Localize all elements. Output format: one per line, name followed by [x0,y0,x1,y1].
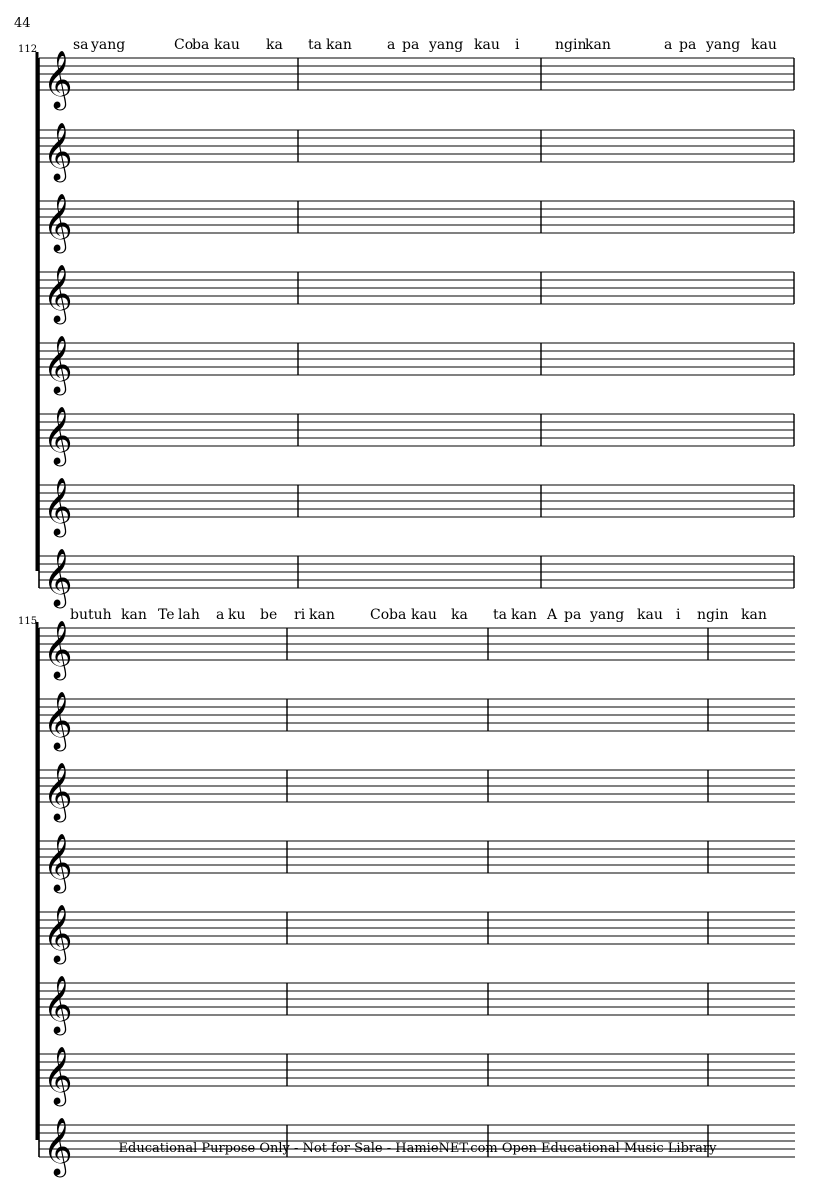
treble-clef: 𝄞 [43,1046,73,1104]
lyric-syllable: a [387,37,396,53]
lyric-syllable: A [547,607,558,623]
lyric-syllable: be [260,607,278,623]
measure-number-system-2: 115 [18,616,38,627]
lyric-syllable: kan [585,37,611,53]
lyric-syllable: ku [228,607,246,623]
treble-clef: 𝄞 [43,833,73,891]
lyric-syllable: yang [590,607,625,623]
lyric-syllable: i [515,37,520,53]
lyric-syllable: kau [637,607,663,623]
lyric-syllable: pa [564,607,582,623]
treble-clef: 𝄞 [43,548,73,606]
lyric-syllable: ngin [697,607,729,623]
lyric-syllable: ka [266,37,283,53]
lyric-syllable: yang [429,37,464,53]
lyric-syllable: ngin [555,37,587,53]
treble-clef: 𝄞 [43,193,73,251]
measure-number-system-1: 112 [18,44,38,55]
lyric-syllable: bu [70,607,88,623]
lyric-syllable: kan [121,607,147,623]
lyric-syllable: Co [370,607,390,623]
lyric-syllable: ta [493,607,507,623]
lyric-syllable: kan [511,607,537,623]
treble-clef: 𝄞 [43,406,73,464]
lyric-syllable: Te [158,607,175,623]
lyric-syllable: ba [389,607,407,623]
lyric-syllable: ri [294,607,306,623]
lyric-syllable: ba [192,37,210,53]
treble-clef: 𝄞 [43,122,73,180]
treble-clef: 𝄞 [43,904,73,962]
treble-clef: 𝄞 [43,1117,73,1175]
treble-clef: 𝄞 [43,762,73,820]
lyric-syllable: kan [309,607,335,623]
lyric-syllable: a [216,607,225,623]
lyric-syllable: yang [91,37,126,53]
lyric-syllable: kau [751,37,777,53]
lyric-syllable: kan [326,37,352,53]
lyric-syllable: tuh [88,607,112,623]
lyric-syllable: a [664,37,673,53]
lyric-syllable: ta [308,37,322,53]
lyric-syllable: lah [178,607,200,623]
treble-clef: 𝄞 [43,50,73,108]
lyric-syllable: Co [174,37,194,53]
treble-clef: 𝄞 [43,691,73,749]
lyric-syllable: kau [214,37,240,53]
footer-note: Educational Purpose Only - Not for Sale - HamieNET.com Open Educational Music Library [118,1141,717,1156]
treble-clef: 𝄞 [43,620,73,678]
lyric-syllable: i [676,607,681,623]
lyric-syllable: pa [679,37,697,53]
lyric-syllable: ka [451,607,468,623]
treble-clef: 𝄞 [43,477,73,535]
lyric-syllable: kan [741,607,767,623]
lyric-syllable: yang [706,37,741,53]
lyric-syllable: kau [411,607,437,623]
lyric-syllable: pa [402,37,420,53]
treble-clef: 𝄞 [43,975,73,1033]
lyric-syllable: sa [73,37,89,53]
page-number: 44 [14,16,31,31]
treble-clef: 𝄞 [43,335,73,393]
treble-clef: 𝄞 [43,264,73,322]
lyric-syllable: kau [474,37,500,53]
